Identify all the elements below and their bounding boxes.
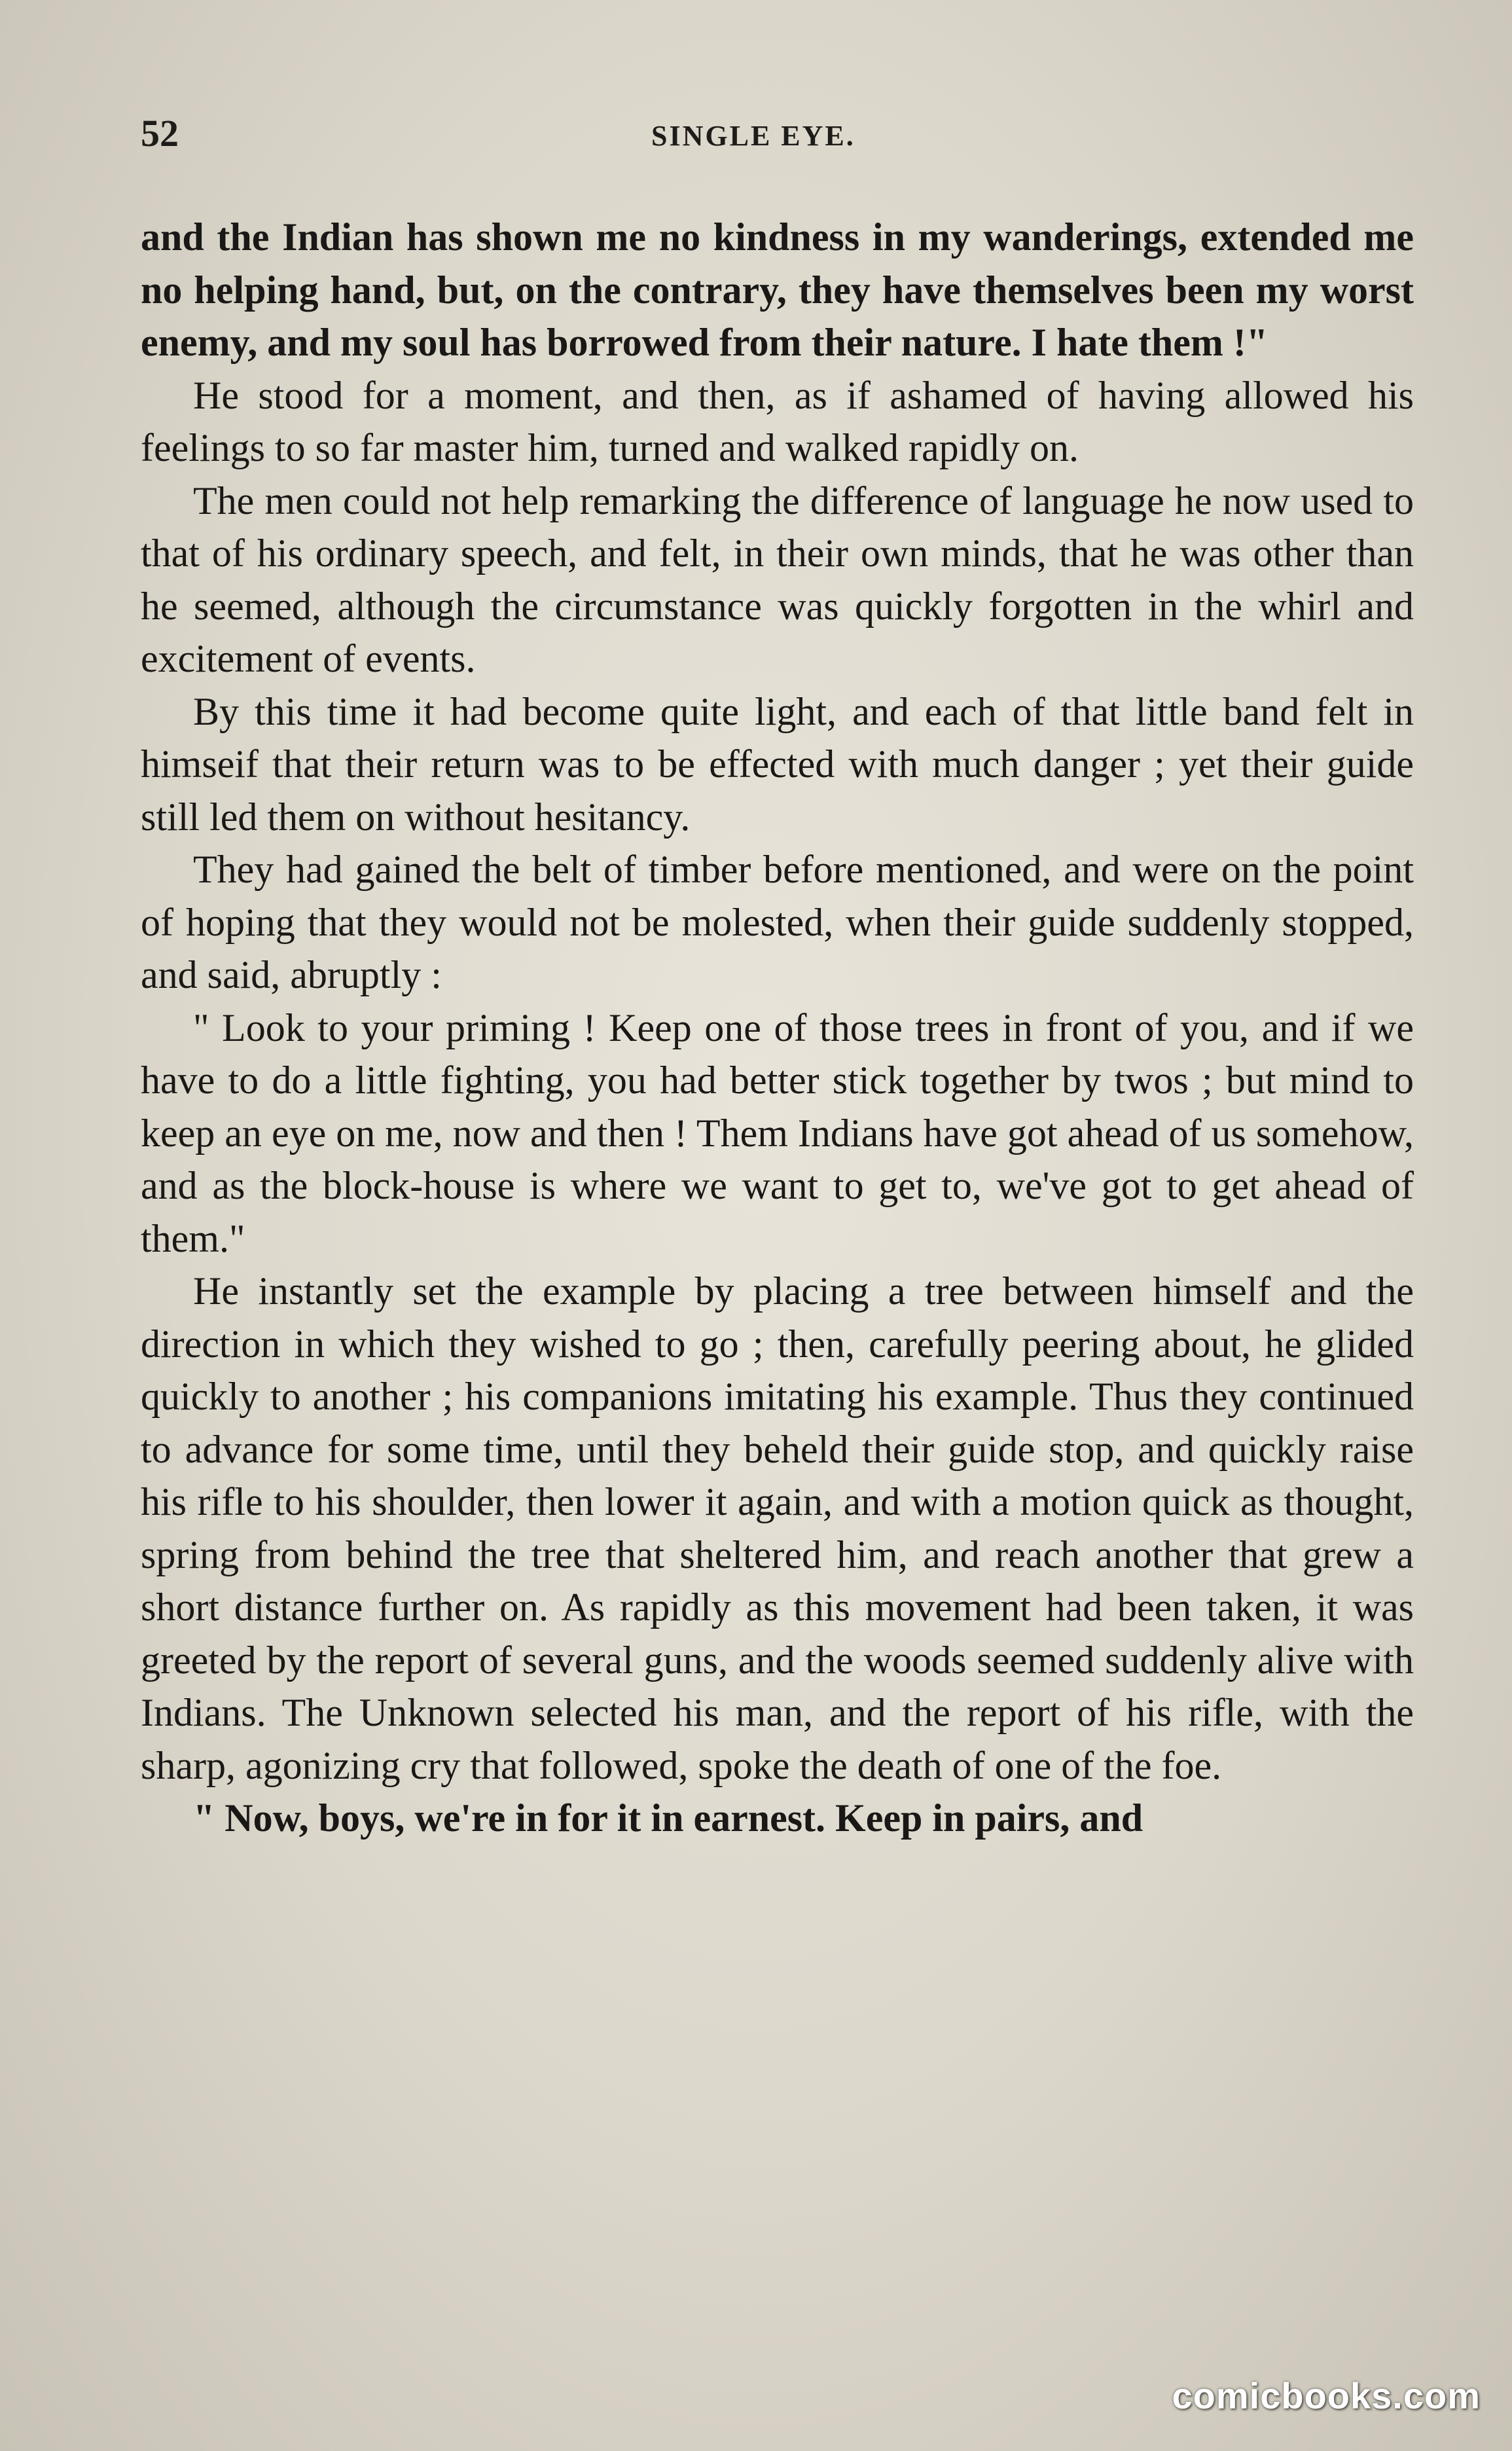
paragraph-4: By this time it had become quite light, and each of that little band felt in himseif that their return was to be effected with much danger ; yet their guide still led them on without hesitancy. (141, 689, 1414, 839)
running-title: SINGLE EYE. (651, 120, 855, 152)
paragraph-3: The men could not help remarking the difference of language he now used to that of his ordinary speech, and felt, in their own minds, that he was other than he seemed, although the circumstance was quickly forgotten in the whirl and excitement of events. (141, 479, 1414, 680)
body-text (141, 211, 1414, 1845)
page-number: 52 (141, 112, 179, 154)
paragraph-1: and the Indian has shown me no kindness in my wanderings, extended me no helping hand, but, on the contrary, they have themselves been my worst enemy, and my soul has borrowed from their nature. I hate them !" (141, 215, 1414, 364)
paragraph-8: " Now, boys, we're in for it in earnest. Keep in pairs, and (193, 1796, 1143, 1840)
paragraph-5: They had gained the belt of timber before mentioned, and were on the point of hoping that they would not be molested, when their guide suddenly stopped, and said, abruptly : (141, 848, 1414, 996)
running-head (141, 111, 1411, 164)
watermark: comicbooks.com (1172, 2375, 1481, 2416)
paragraph-2: He stood for a moment, and then, as if ashamed of having allowed his feelings to so far master him, turned and walked rapidly on. (141, 373, 1414, 469)
paragraph-6: " Look to your priming ! Keep one of those trees in front of you, and if we have to do a little fighting, you had better stick together by twos ; but mind to keep an eye on me, now and then ! Them Indians have got ahead of us somehow, and as the block-house is where we want to get to, we've got to get ahead of them." (141, 1006, 1414, 1260)
paragraph-7: He instantly set the example by placing a tree between himself and the direction in which they wished to go ; then, carefully peering about, he glided quickly to another ; his companions imitating his example. Thus they continued to advance for some time, until they beheld their guide stop, and quickly raise his rifle to his shoulder, then lower it again, and with a motion quick as thought, spring from behind the tree that sheltered him, and reach another that grew a short distance further on. As rapidly as this movement had been taken, it was greeted by the report of several guns, and the woods seemed suddenly alive with Indians. The Unknown selected his man, and the report of his rifle, with the sharp, agonizing cry that followed, spoke the death of one of the foe. (141, 1269, 1414, 1787)
